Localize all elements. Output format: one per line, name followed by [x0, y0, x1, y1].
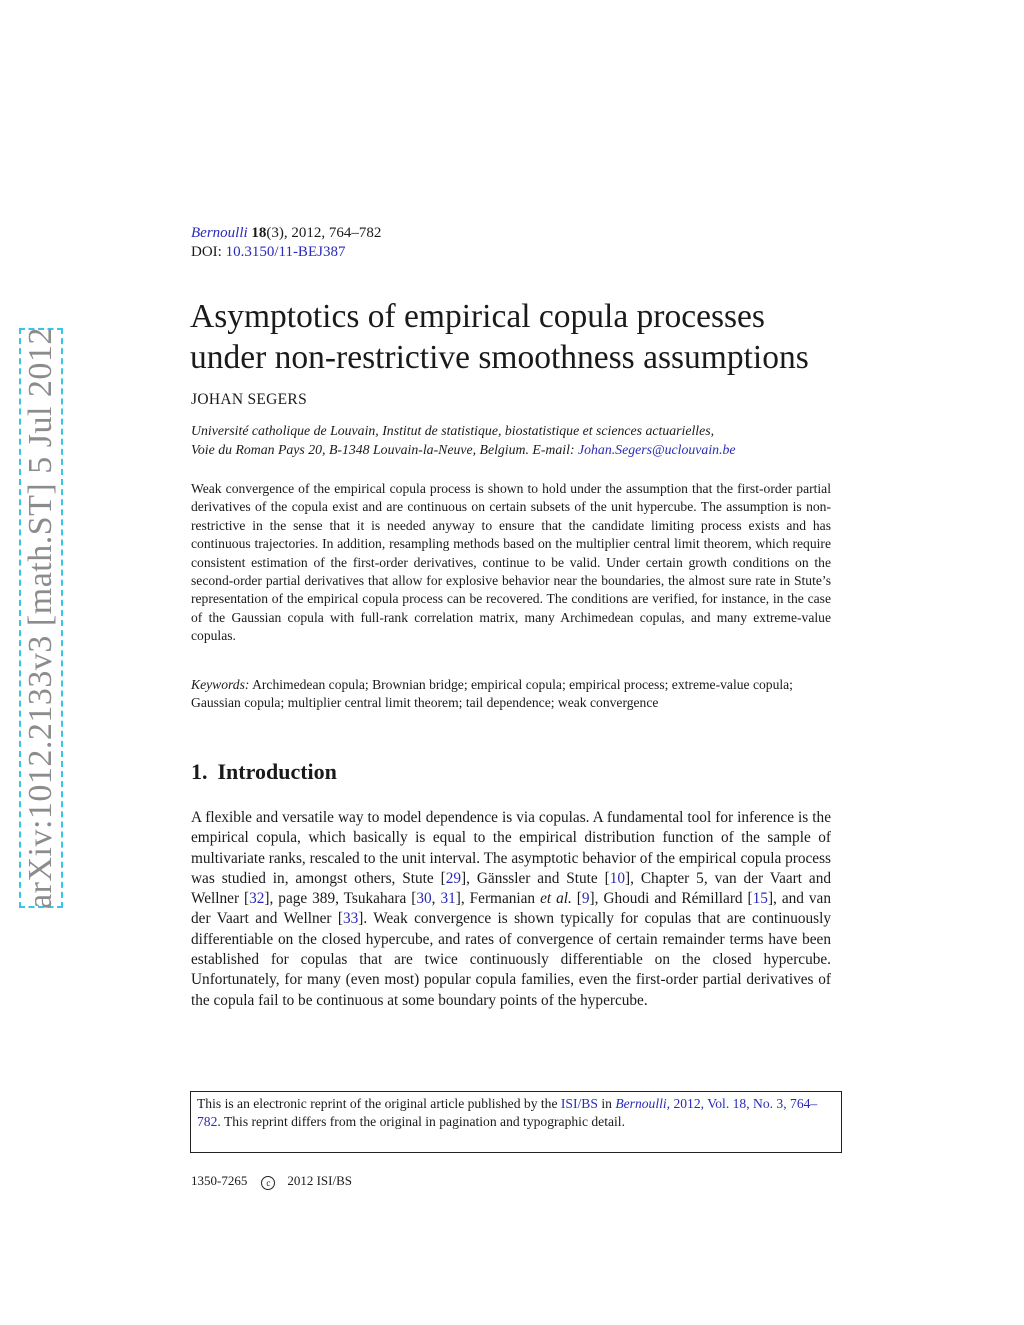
citation-link[interactable]: 31 [440, 890, 456, 908]
intro-text: [ [571, 890, 582, 908]
affiliation-line-2: Voie du Roman Pays 20, B-1348 Louvain-la-Neuve, Belgium. E-mail: [191, 442, 575, 457]
section-title: Introduction [217, 759, 337, 784]
reprint-text: in [597, 1096, 616, 1111]
citation-link[interactable]: 30 [416, 890, 432, 908]
affiliation-line-1: Université catholique de Louvain, Institut de statistique, biostatistique et sciences actuarielles, [191, 423, 715, 438]
intro-text: ], Chapter 5, van der Vaart and Wellner [ [191, 869, 831, 908]
intro-text: ], Ghoudi and Rémillard [ [589, 890, 753, 908]
keywords [191, 676, 831, 713]
citation-link[interactable]: 33 [342, 910, 359, 928]
footer-copyright [191, 1173, 352, 1190]
intro-text: A flexible and versatile way to model dependence is via copulas. A fundamental tool for inference is the empirical copula, which basically is equal to the empirical distribution function of the sample of multivariate ranks, rescaled to the unit interval. The asymptotic behavior of the empirical copula process was studied in, amongst others, Stute [ [191, 809, 831, 887]
reprint-text: This is an electronic reprint of the original article published by the [197, 1096, 561, 1111]
title-line-2: under non-restrictive smoothness assumptions [190, 339, 809, 376]
doi-label: DOI: [191, 244, 222, 260]
abstract: Weak convergence of the empirical copula process is shown to hold under the assumption that the first-order partial derivatives of the copula exist and are continuous on certain subsets of the unit hypercube. The assumption is non-restrictive in the sense that it is needed anyway to ensure that the candidate limiting process exists and has continuous trajectories. In addition, resampling methods based on the multiplier central limit theorem, which require consistent estimation of the first-order derivatives, continue to be valid. Under certain growth conditions on the second-order partial derivatives that allow for explosive behavior near the boundaries, the almost sure rate in Stute’s representation of the empirical copula process can be recovered. The conditions are verified, for instance, in the case of the Gaussian copula with full-rank correlation matrix, many Archimedean copulas, and many extreme-value copulas. [191, 481, 831, 644]
reprint-text: . This reprint differs from the original in pagination and typographic detail. [217, 1114, 625, 1129]
intro-text: ], and van der Vaart and Wellner [ [191, 890, 831, 928]
journal-issue-pages: (3), 2012, 764–782 [266, 225, 382, 241]
journal-citation [191, 224, 381, 243]
doi-line [191, 243, 381, 262]
intro-text: ], Fermanian [455, 890, 541, 908]
paper-title [190, 296, 809, 378]
copyright-text: 2012 ISI/BS [287, 1173, 352, 1188]
intro-text: ], page 389, Tsukahara [ [264, 890, 417, 908]
arxiv-side-stamp [19, 328, 63, 908]
issn: 1350-7265 [191, 1173, 248, 1188]
introduction-paragraph [191, 808, 831, 1011]
intro-text: , [431, 890, 441, 908]
citation-link[interactable]: 10 [609, 869, 626, 887]
journal-header [191, 224, 381, 262]
citation-link[interactable]: 29 [445, 869, 462, 887]
reprint-journal-link[interactable]: Bernoulli, [615, 1096, 671, 1111]
author-email-link[interactable]: Johan.Segers@uclouvain.be [578, 442, 736, 457]
intro-text: ], Gänssler and Stute [ [461, 869, 610, 887]
copyright-icon: c [261, 1176, 275, 1190]
author-affiliation [191, 421, 841, 459]
section-heading-introduction [191, 759, 337, 785]
citation-link[interactable]: 15 [752, 890, 768, 908]
keywords-label: Keywords: [191, 677, 250, 692]
intro-text: ]. Weak convergence is shown typically for copulas that are continuously differentiable on the closed hypercube, and rates of convergence of certain remainder terms have been established for copulas that are twice continuously differentiable on the closed hypercube. Unfortunately, for many (even most) popular copula families, even the first-order partial derivatives of the copula fail to be continuous at some boundary points of the hypercube. [191, 910, 832, 1009]
doi-link[interactable]: 10.3150/11-BEJ387 [225, 244, 346, 260]
arxiv-identifier: arXiv:1012.2133v3 [math.ST] 5 Jul 2012 [22, 327, 59, 909]
journal-name-link[interactable]: Bernoulli [191, 225, 248, 241]
publisher-link[interactable]: ISI/BS [560, 1096, 598, 1111]
journal-volume: 18 [251, 225, 267, 241]
keywords-list: Archimedean copula; Brownian bridge; empirical copula; empirical process; extreme-value copula; Gaussian copula; multiplier central limit theorem; tail dependence; weak convergence [191, 677, 793, 711]
section-number: 1. [191, 759, 208, 784]
intro-text-etal: et al. [540, 890, 572, 908]
author-name: JOHAN SEGERS [191, 391, 307, 408]
reprint-notice-box [190, 1091, 842, 1153]
citation-link[interactable]: 32 [249, 890, 265, 908]
reprint-citation-link[interactable]: 2012, Vol. 18, No. 3, 764–782 [197, 1096, 818, 1129]
title-line-1: Asymptotics of empirical copula processes [190, 298, 765, 335]
citation-link[interactable]: 9 [581, 890, 590, 908]
